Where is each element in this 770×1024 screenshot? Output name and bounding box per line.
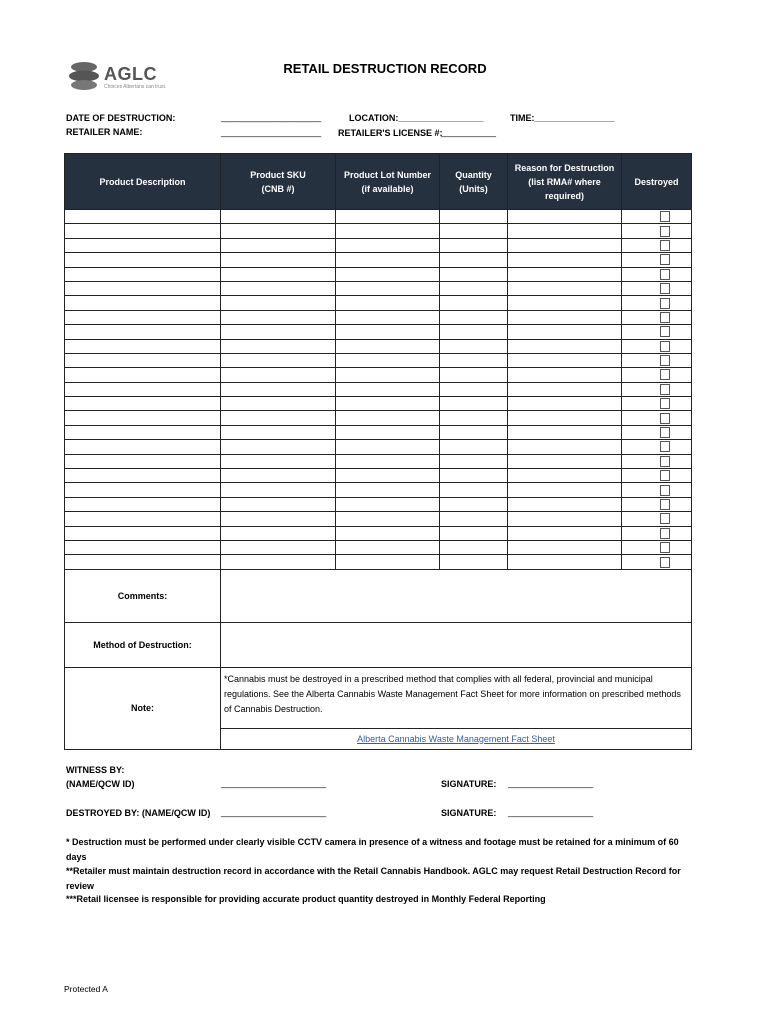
table-row	[65, 397, 692, 411]
table-row	[65, 469, 692, 483]
destroyed-checkbox[interactable]	[660, 456, 670, 467]
entry-cell[interactable]	[336, 353, 440, 367]
entry-cell[interactable]	[65, 411, 221, 425]
entry-cell[interactable]	[65, 382, 221, 396]
entry-cell[interactable]	[65, 526, 221, 540]
entry-cell[interactable]	[221, 353, 336, 367]
entry-cell[interactable]	[508, 368, 622, 382]
table-row	[65, 411, 692, 425]
entry-cell[interactable]	[508, 540, 622, 554]
entry-cell[interactable]	[336, 325, 440, 339]
destroyed-cell	[622, 397, 692, 411]
entry-cell[interactable]	[508, 454, 622, 468]
destroyed-cell	[622, 526, 692, 540]
destroyed-checkbox[interactable]	[660, 341, 670, 352]
table-row	[65, 425, 692, 439]
table-row	[65, 555, 692, 569]
table-row	[65, 325, 692, 339]
entry-cell[interactable]	[440, 555, 508, 569]
comments-field[interactable]	[221, 569, 692, 622]
destroyed-checkbox[interactable]	[660, 427, 670, 438]
entry-cell[interactable]	[440, 267, 508, 281]
entry-cell[interactable]	[508, 253, 622, 267]
destroyed-cell	[622, 281, 692, 295]
entry-cell[interactable]	[336, 382, 440, 396]
table-row	[65, 253, 692, 267]
entry-cell[interactable]	[65, 224, 221, 238]
entry-cell[interactable]	[336, 238, 440, 252]
column-header: Product SKU (CNB #)	[221, 154, 336, 210]
entry-cell[interactable]	[336, 540, 440, 554]
entry-cell[interactable]	[65, 368, 221, 382]
entry-cell[interactable]	[336, 296, 440, 310]
destroyed-checkbox[interactable]	[660, 528, 670, 539]
destroyed-checkbox[interactable]	[660, 557, 670, 568]
entry-cell[interactable]	[65, 325, 221, 339]
entry-cell[interactable]	[65, 483, 221, 497]
entry-cell[interactable]	[508, 483, 622, 497]
destroyed-by-label: DESTROYED BY: (NAME/QCW ID)	[66, 808, 211, 818]
table-row	[65, 512, 692, 526]
entry-cell[interactable]	[65, 281, 221, 295]
destroyed-checkbox[interactable]	[660, 384, 670, 395]
note-text: *Cannabis must be destroyed in a prescribed method that complies with all federal, provincial and municipal regulations. See the Alberta Cannabis Waste Management Fact Sheet for more information on prescribed methods of Cannabis Destruction.	[221, 667, 692, 728]
destroyed-signature-label: SIGNATURE:	[441, 808, 497, 818]
entry-cell[interactable]	[336, 425, 440, 439]
entry-cell[interactable]	[336, 440, 440, 454]
destroyed-signature-field[interactable]: _________________	[508, 807, 594, 817]
entry-cell[interactable]	[440, 325, 508, 339]
entry-cell[interactable]	[65, 238, 221, 252]
entry-cell[interactable]	[65, 210, 221, 224]
retailer-name-label: RETAILER NAME:	[66, 127, 143, 137]
entry-cell[interactable]	[336, 512, 440, 526]
entry-cell[interactable]	[221, 281, 336, 295]
entry-cell[interactable]	[221, 497, 336, 511]
destroyed-checkbox[interactable]	[660, 485, 670, 496]
entry-cell[interactable]	[221, 325, 336, 339]
destroyed-checkbox[interactable]	[660, 355, 670, 366]
footnote-handbook: **Retailer must maintain destruction record in accordance with the Retail Cannabis Handbook. AGLC may request Retail Destruction Record for review	[66, 866, 681, 891]
entry-cell[interactable]	[508, 325, 622, 339]
entry-cell[interactable]	[221, 339, 336, 353]
date-label: DATE OF DESTRUCTION:	[66, 113, 176, 123]
entry-cell[interactable]	[508, 353, 622, 367]
destroyed-checkbox[interactable]	[660, 283, 670, 294]
destroyed-checkbox[interactable]	[660, 240, 670, 251]
destroyed-by-field[interactable]: _____________________	[221, 807, 327, 817]
destroyed-cell	[622, 469, 692, 483]
entry-cell[interactable]	[65, 353, 221, 367]
table-row	[65, 483, 692, 497]
entry-cell[interactable]	[508, 267, 622, 281]
entry-cell[interactable]	[221, 382, 336, 396]
entry-cell[interactable]	[65, 310, 221, 324]
entry-cell[interactable]	[336, 454, 440, 468]
table-row	[65, 540, 692, 554]
destroyed-cell	[622, 540, 692, 554]
table-row	[65, 210, 692, 224]
table-row	[65, 368, 692, 382]
entry-cell[interactable]	[65, 540, 221, 554]
table-row	[65, 296, 692, 310]
fact-sheet-cell	[221, 728, 692, 749]
entry-cell[interactable]	[336, 526, 440, 540]
entry-cell[interactable]	[440, 368, 508, 382]
table-header	[65, 154, 692, 210]
column-header: Product Lot Number (if available)	[336, 154, 440, 210]
column-header: Reason for Destruction (list RMA# where required)	[508, 154, 622, 210]
entry-cell[interactable]	[508, 224, 622, 238]
destroyed-cell	[622, 210, 692, 224]
entry-cell[interactable]	[440, 540, 508, 554]
entry-cell[interactable]	[508, 440, 622, 454]
destroyed-checkbox[interactable]	[660, 398, 670, 409]
fact-sheet-link[interactable]: Alberta Cannabis Waste Management Fact Sheet	[357, 733, 555, 744]
entry-cell[interactable]	[508, 526, 622, 540]
entry-cell[interactable]	[336, 368, 440, 382]
entry-cell[interactable]	[508, 411, 622, 425]
destroyed-checkbox[interactable]	[660, 226, 670, 237]
destruction-table	[64, 153, 692, 750]
column-header: Destroyed	[622, 154, 692, 210]
method-field[interactable]	[221, 622, 692, 667]
destroyed-cell	[622, 368, 692, 382]
table-row	[65, 339, 692, 353]
entry-cell[interactable]	[336, 469, 440, 483]
destroyed-cell	[622, 253, 692, 267]
entry-cell[interactable]	[65, 454, 221, 468]
destroyed-cell	[622, 454, 692, 468]
destroyed-cell	[622, 411, 692, 425]
entry-cell[interactable]	[508, 397, 622, 411]
destroyed-cell	[622, 425, 692, 439]
table-row	[65, 353, 692, 367]
column-header: Product Description	[65, 154, 221, 210]
classification-footer: Protected A	[64, 984, 108, 994]
entry-cell[interactable]	[65, 253, 221, 267]
table-row	[65, 224, 692, 238]
entry-cell[interactable]	[336, 281, 440, 295]
entry-cell[interactable]	[221, 253, 336, 267]
witness-signature-label: SIGNATURE:	[441, 779, 497, 789]
entry-cell[interactable]	[221, 425, 336, 439]
entry-cell[interactable]	[65, 397, 221, 411]
entry-cell[interactable]	[508, 310, 622, 324]
destroyed-cell	[622, 296, 692, 310]
entry-cell[interactable]	[440, 397, 508, 411]
entry-cell[interactable]	[440, 454, 508, 468]
destroyed-checkbox[interactable]	[660, 369, 670, 380]
entry-cell[interactable]	[508, 425, 622, 439]
entry-cell[interactable]	[65, 440, 221, 454]
table-row	[65, 267, 692, 281]
table-row	[65, 238, 692, 252]
entry-cell[interactable]	[440, 210, 508, 224]
entry-cell[interactable]	[221, 526, 336, 540]
entry-cell[interactable]	[508, 296, 622, 310]
entry-cell[interactable]	[508, 238, 622, 252]
entry-cell[interactable]	[221, 224, 336, 238]
destroyed-cell	[622, 483, 692, 497]
table-row	[65, 497, 692, 511]
note-row	[65, 667, 692, 728]
entry-cell[interactable]	[440, 224, 508, 238]
witness-name-field[interactable]: _____________________	[221, 778, 327, 788]
entry-cell[interactable]	[508, 555, 622, 569]
destroyed-checkbox[interactable]	[660, 211, 670, 222]
entry-cell[interactable]	[65, 497, 221, 511]
entry-cell[interactable]	[221, 440, 336, 454]
entry-cell[interactable]	[508, 382, 622, 396]
entry-cell[interactable]	[440, 512, 508, 526]
retailer-name-field[interactable]: ____________________	[221, 127, 322, 137]
entry-cell[interactable]	[440, 425, 508, 439]
entry-cell[interactable]	[336, 497, 440, 511]
license-label: RETAILER'S LICENSE #:	[338, 128, 443, 138]
destroyed-checkbox[interactable]	[660, 413, 670, 424]
destroyed-cell	[622, 224, 692, 238]
entry-cell[interactable]	[65, 267, 221, 281]
destroyed-cell	[622, 440, 692, 454]
logo-wordmark: AGLC	[104, 64, 157, 84]
destroyed-checkbox[interactable]	[660, 513, 670, 524]
entry-cell[interactable]	[221, 411, 336, 425]
entry-cell[interactable]	[508, 281, 622, 295]
destroyed-cell	[622, 353, 692, 367]
footnote-cctv: * Destruction must be performed under clearly visible CCTV camera in presence of a witness and footage must be retained for a minimum of 60 days	[66, 837, 679, 862]
entry-cell[interactable]	[221, 483, 336, 497]
entry-cell[interactable]	[65, 296, 221, 310]
logo-tagline: Choices Albertans can trust.	[104, 84, 167, 90]
destroyed-cell	[622, 497, 692, 511]
destroyed-checkbox[interactable]	[660, 326, 670, 337]
entry-cell[interactable]	[336, 310, 440, 324]
entry-cell[interactable]	[508, 512, 622, 526]
entry-cell[interactable]	[221, 310, 336, 324]
destroyed-checkbox[interactable]	[660, 499, 670, 510]
entry-cell[interactable]	[336, 397, 440, 411]
entry-cell[interactable]	[221, 368, 336, 382]
location-field[interactable]: LOCATION:_________________	[349, 113, 484, 123]
table-row	[65, 310, 692, 324]
entry-cell[interactable]	[221, 267, 336, 281]
entry-cell[interactable]	[65, 512, 221, 526]
entry-cell[interactable]	[336, 267, 440, 281]
destroyed-cell	[622, 555, 692, 569]
entry-cell[interactable]	[221, 469, 336, 483]
footnote-reporting: ***Retail licensee is responsible for providing accurate product quantity destroyed in Monthly Federal Reporting	[66, 894, 546, 904]
license-field[interactable]: ___________	[441, 127, 497, 137]
entry-cell[interactable]	[336, 483, 440, 497]
entry-cell[interactable]	[221, 454, 336, 468]
destroyed-cell	[622, 310, 692, 324]
entry-cell[interactable]	[221, 210, 336, 224]
entry-cell[interactable]	[440, 382, 508, 396]
entry-cell[interactable]	[440, 411, 508, 425]
method-label: Method of Destruction:	[65, 622, 221, 667]
destroyed-checkbox[interactable]	[660, 254, 670, 265]
entry-cell[interactable]	[440, 497, 508, 511]
destroyed-cell	[622, 382, 692, 396]
entry-cell[interactable]	[440, 483, 508, 497]
entry-cell[interactable]	[440, 238, 508, 252]
entry-cell[interactable]	[336, 210, 440, 224]
destroyed-checkbox[interactable]	[660, 542, 670, 553]
table-row	[65, 526, 692, 540]
entry-cell[interactable]	[440, 440, 508, 454]
destroyed-checkbox[interactable]	[660, 269, 670, 280]
destroyed-cell	[622, 267, 692, 281]
entry-cell[interactable]	[221, 512, 336, 526]
table-row	[65, 454, 692, 468]
entry-cell[interactable]	[440, 296, 508, 310]
entry-cell[interactable]	[221, 397, 336, 411]
entry-cell[interactable]	[65, 555, 221, 569]
entry-cell[interactable]	[336, 224, 440, 238]
witness-label: WITNESS BY:	[66, 765, 125, 775]
date-field[interactable]: ____________________	[221, 112, 322, 122]
entry-cell[interactable]	[65, 469, 221, 483]
witness-signature-field[interactable]: _________________	[508, 778, 594, 788]
table-row	[65, 281, 692, 295]
entry-cell[interactable]	[336, 253, 440, 267]
destroyed-cell	[622, 512, 692, 526]
entry-cell[interactable]	[440, 339, 508, 353]
note-label: Note:	[65, 667, 221, 749]
entry-cell[interactable]	[508, 339, 622, 353]
entry-cell[interactable]	[336, 339, 440, 353]
destroyed-cell	[622, 339, 692, 353]
entry-cell[interactable]	[65, 339, 221, 353]
entry-cell[interactable]	[221, 238, 336, 252]
entry-cell[interactable]	[440, 281, 508, 295]
comments-label: Comments:	[65, 569, 221, 622]
entry-cell[interactable]	[440, 253, 508, 267]
destroyed-checkbox[interactable]	[660, 441, 670, 452]
entry-cell[interactable]	[221, 540, 336, 554]
destroyed-cell	[622, 325, 692, 339]
destroyed-cell	[622, 238, 692, 252]
entry-cell[interactable]	[65, 425, 221, 439]
destroyed-checkbox[interactable]	[660, 298, 670, 309]
entry-cell[interactable]	[440, 469, 508, 483]
comments-row	[65, 569, 692, 622]
method-row	[65, 622, 692, 667]
entry-cell[interactable]	[440, 353, 508, 367]
destroyed-checkbox[interactable]	[660, 312, 670, 323]
entry-cell[interactable]	[336, 555, 440, 569]
time-field[interactable]: TIME:________________	[510, 113, 615, 123]
column-header: Quantity (Units)	[440, 154, 508, 210]
entry-cell[interactable]	[336, 411, 440, 425]
table-row	[65, 382, 692, 396]
entry-cell[interactable]	[221, 296, 336, 310]
document-title: RETAIL DESTRUCTION RECORD	[283, 61, 487, 76]
entry-cell[interactable]	[508, 469, 622, 483]
witness-id-label: (NAME/QCW ID)	[66, 779, 135, 789]
table-row	[65, 440, 692, 454]
entry-cell[interactable]	[508, 210, 622, 224]
destroyed-checkbox[interactable]	[660, 470, 670, 481]
entry-cell[interactable]	[440, 526, 508, 540]
entry-cell[interactable]	[440, 310, 508, 324]
entry-cell[interactable]	[508, 497, 622, 511]
entry-cell[interactable]	[221, 555, 336, 569]
